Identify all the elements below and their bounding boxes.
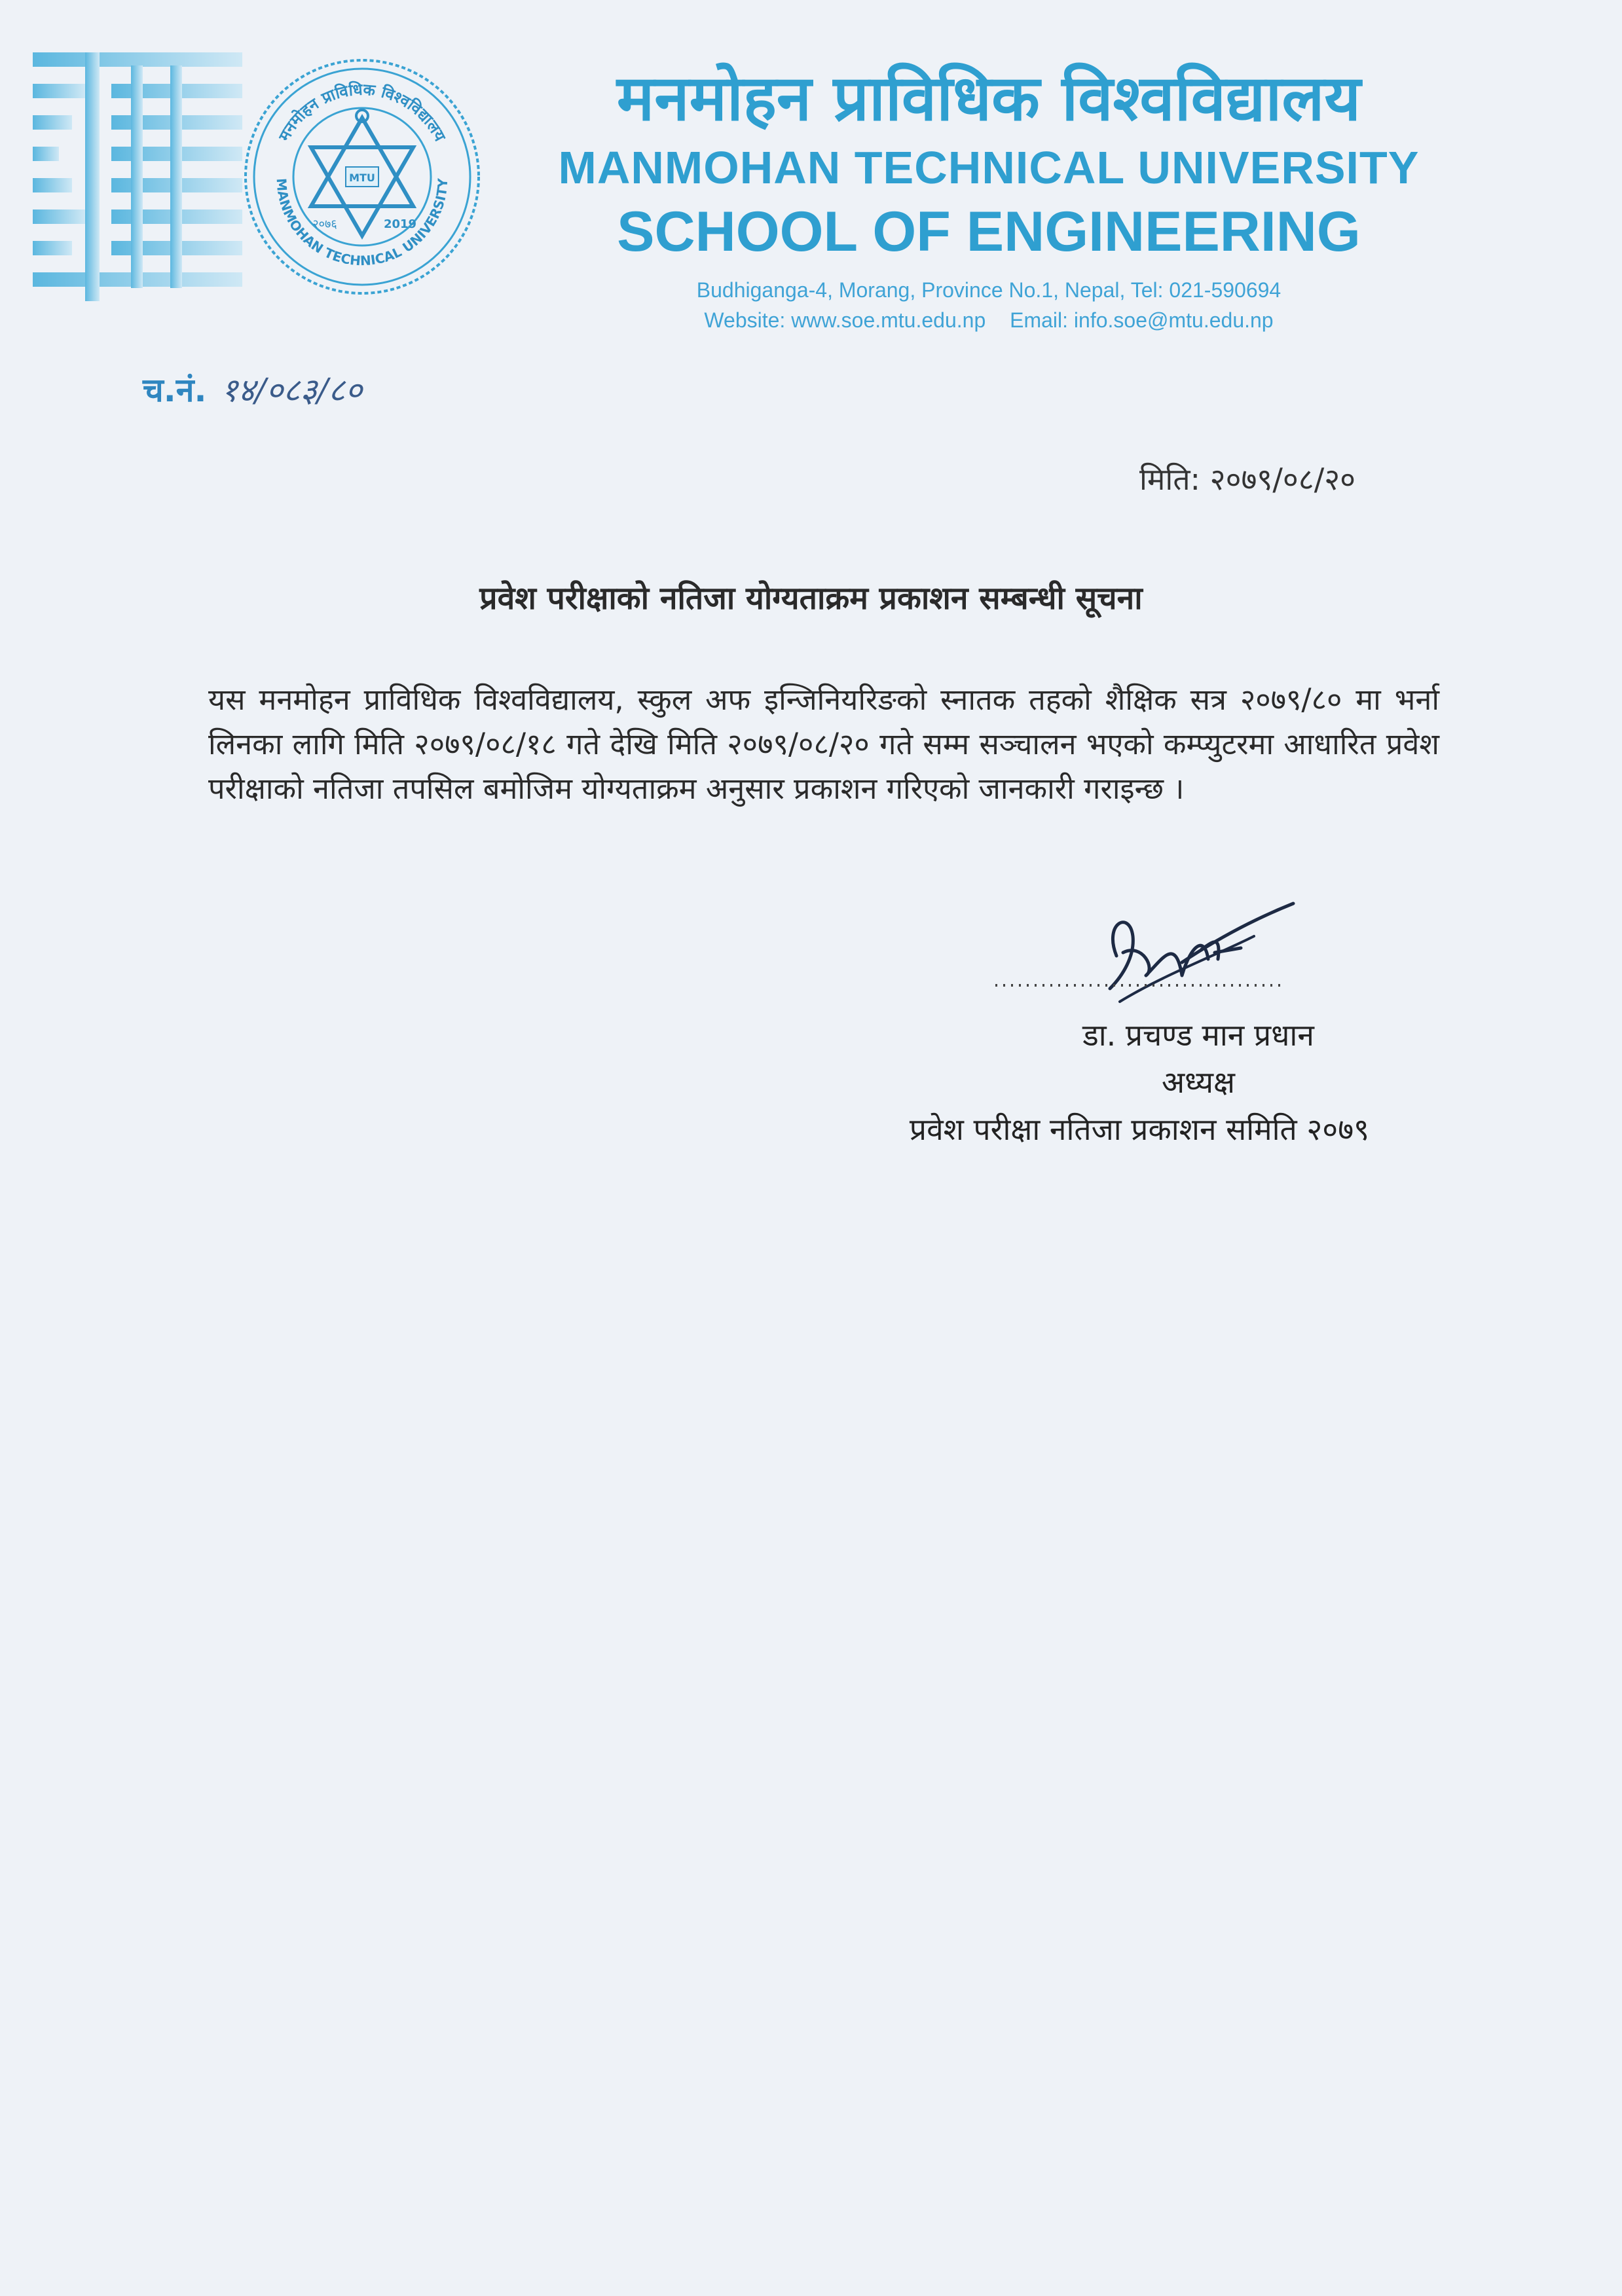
reference-value: १४/०८३/८० <box>221 371 363 409</box>
university-name-nepali: मनमोहन प्राविधिक विश्वविद्यालय <box>616 62 1361 135</box>
seal-year-bs: २०७६ <box>312 217 337 231</box>
seal-year-ad: 2019 <box>383 217 417 231</box>
school-address: Budhiganga-4, Morang, Province No.1, Nepal, Tel: 021-590694 <box>696 278 1281 302</box>
signatory-block <box>825 1011 1454 1153</box>
school-name: SCHOOL OF ENGINEERING <box>617 200 1361 263</box>
university-name-english: MANMOHAN TECHNICAL UNIVERSITY <box>558 142 1420 193</box>
university-seal-icon <box>241 56 483 298</box>
signatory-role: अध्यक्ष <box>1161 1065 1236 1100</box>
svg-text:MANMOHAN TECHNICAL UNIVERSITY <box>274 177 451 268</box>
notice-title: प्रवेश परीक्षाको नतिजा योग्यताक्रम प्रकाशन सम्बन्धी सूचना <box>479 580 1143 617</box>
letterhead-pattern-icon <box>33 52 242 301</box>
svg-text:मनमोहन प्राविधिक विश्वविद्यालय <box>275 81 450 145</box>
website-link[interactable]: Website: www.soe.mtu.edu.np <box>704 308 986 332</box>
notice-body: यस मनमोहन प्राविधिक विश्वविद्यालय, स्कुल अफ इन्जिनियरिङको स्नातक तहको शैक्षिक सत्र २०७९/८० मा भर्ना लिनका लागि मिति २०७९/०८/१८ गते देखि मिति २०७९/०८/२० गते सम्म सञ्चालन भएको कम्प्युटरमा आधारित प्रवेश परीक्षाको नतिजा तपसिल बमोजिम योग्यताक्रम अनुसार प्रकाशन गरिएको जानकारी गराइन्छ । <box>208 682 1439 806</box>
reference-number <box>143 367 362 411</box>
seal-ring-nepali: मनमोहन प्राविधिक विश्वविद्यालय <box>274 80 450 145</box>
letterhead <box>498 59 1480 335</box>
seal-ring-english: MANMOHAN TECHNICAL UNIVERSITY <box>273 177 451 269</box>
notice-date: मिति: २०७९/०८/२० <box>1139 462 1356 497</box>
signatory-name: डा. प्रचण्ड मान प्रधान <box>1082 1017 1314 1053</box>
reference-label: च.नं. <box>143 371 207 409</box>
seal-center-text: MTU <box>349 172 375 184</box>
contact-line <box>498 305 1480 335</box>
signatory-committee: प्रवेश परीक्षा नतिजा प्रकाशन समिति २०७९ <box>909 1112 1370 1147</box>
email-link[interactable]: Email: info.soe@mtu.edu.np <box>1010 308 1274 332</box>
signature-line <box>995 975 1283 995</box>
